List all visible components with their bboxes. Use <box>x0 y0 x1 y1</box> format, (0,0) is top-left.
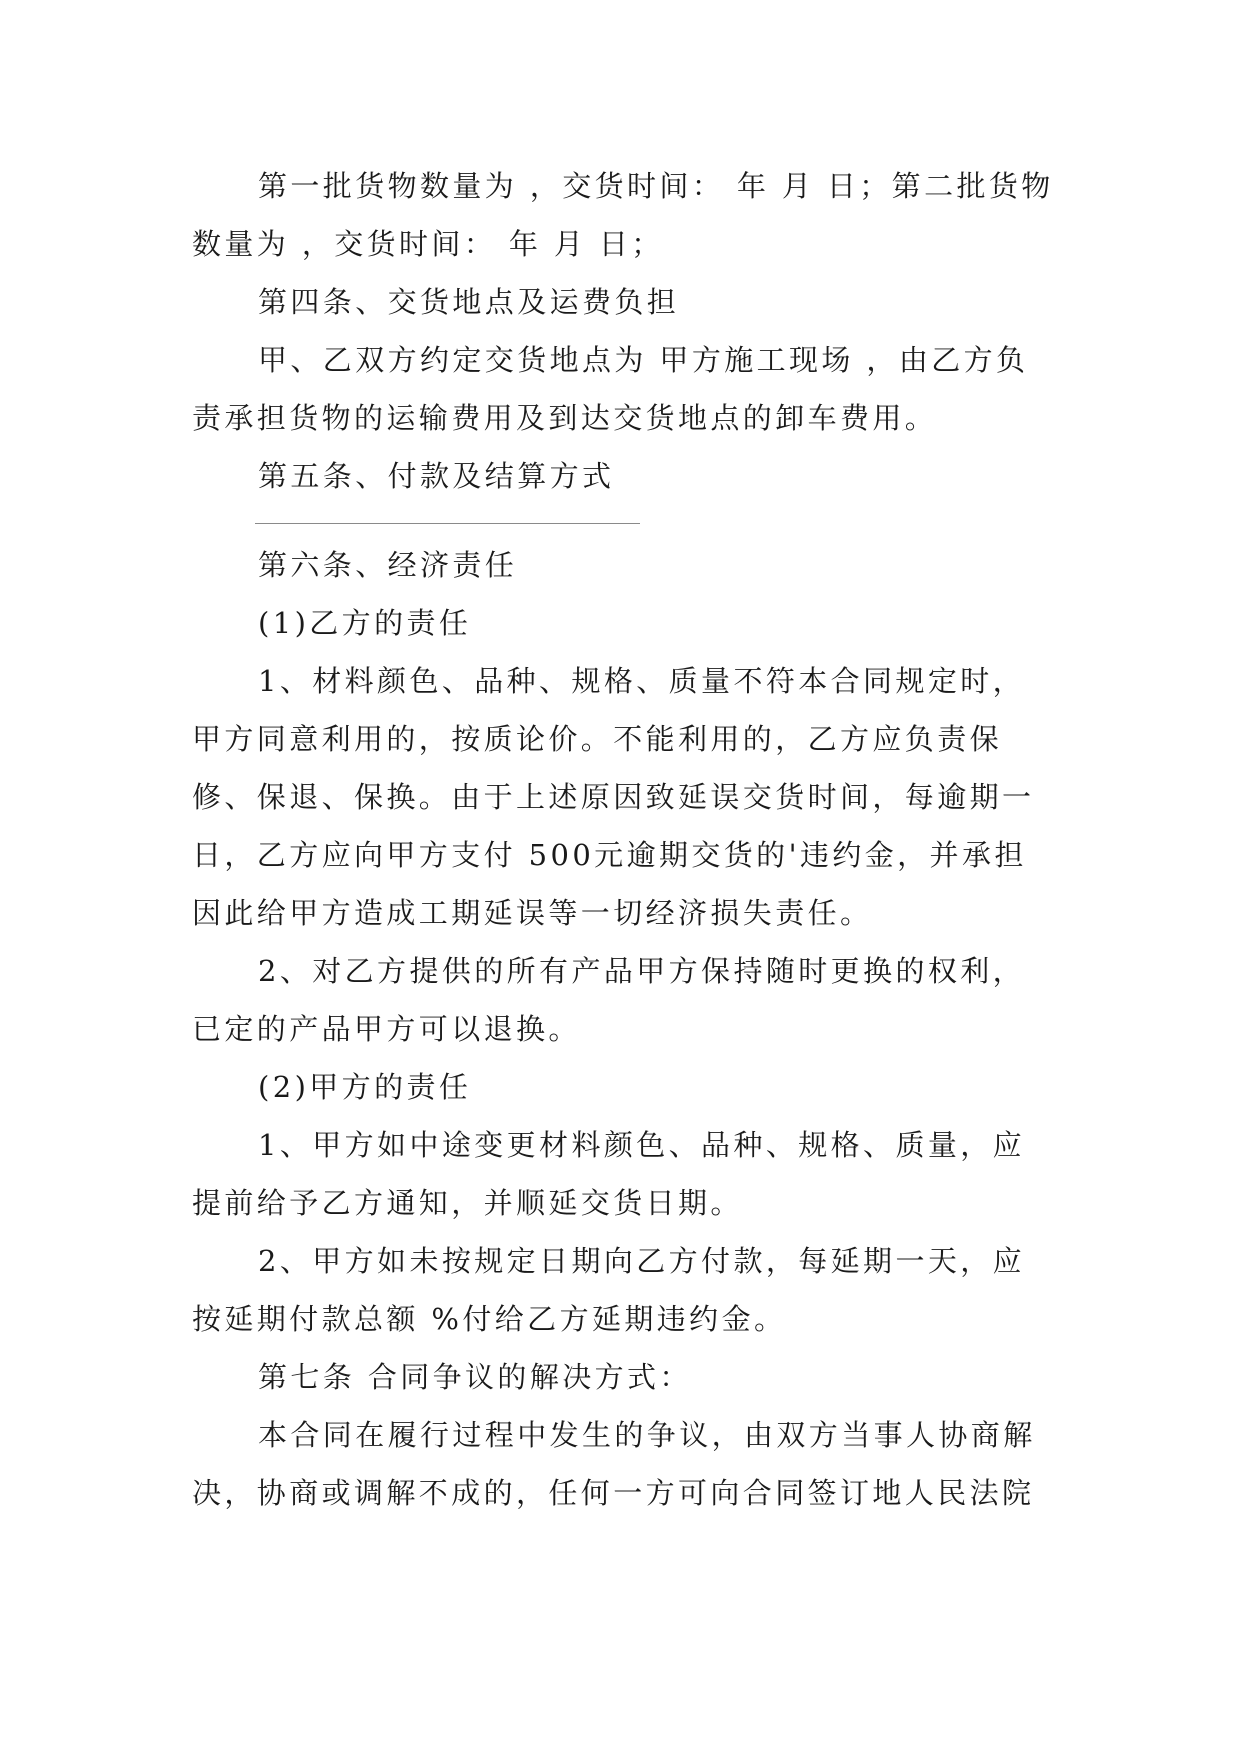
heading-article-7: 第七条 合同争议的解决方式： <box>258 1360 692 1394</box>
subheading-party-b-duty: (1)乙方的责任 <box>258 606 472 640</box>
paragraph-party-a-item-2: 2、甲方如未按规定日期向乙方付款，每延期一天，应按延期付款总额 %付给乙方延期违约金。 <box>192 1244 1026 1336</box>
paragraph-party-b-item-2: 2、对乙方提供的所有产品甲方保持随时更换的权利，已定的产品甲方可以退换。 <box>192 954 1026 1046</box>
paragraph-delivery-location: 甲、乙双方约定交货地点为 甲方施工现场 ，由乙方负责承担货物的运输费用及到达交货地点的卸车费用。 <box>192 343 1029 435</box>
paragraph-delivery-batches: 第一批货物数量为 ，交货时间： 年 月 日；第二批货物数量为 ，交货时间： 年 月 日； <box>192 169 1054 261</box>
paragraph-party-b-item-1: 1、材料颜色、品种、规格、质量不符本合同规定时，甲方同意利用的，按质论价。不能利用的，乙方应负责保修、保退、保换。由于上述原因致延误交货时间，每逾期一日，乙方应向甲方支付 500元逾期交货的'违约金，并承担因此给甲方造成工期延误等一切经济损失责任。 <box>192 664 1035 930</box>
paragraph-dispute-resolution: 本合同在履行过程中发生的争议，由双方当事人协商解决，协商或调解不成的，任何一方可向合同签订地人民法院 <box>192 1418 1036 1510</box>
heading-article-6: 第六条、经济责任 <box>258 548 518 582</box>
paragraph-party-a-item-1: 1、甲方如中途变更材料颜色、品种、规格、质量，应提前给予乙方通知，并顺延交货日期。 <box>192 1128 1026 1220</box>
heading-article-4: 第四条、交货地点及运费负担 <box>258 285 680 319</box>
subheading-party-a-duty: (2)甲方的责任 <box>258 1070 472 1104</box>
document-body <box>192 157 1054 1522</box>
blank-fill-line <box>255 523 640 524</box>
heading-article-5: 第五条、付款及结算方式 <box>258 459 615 493</box>
